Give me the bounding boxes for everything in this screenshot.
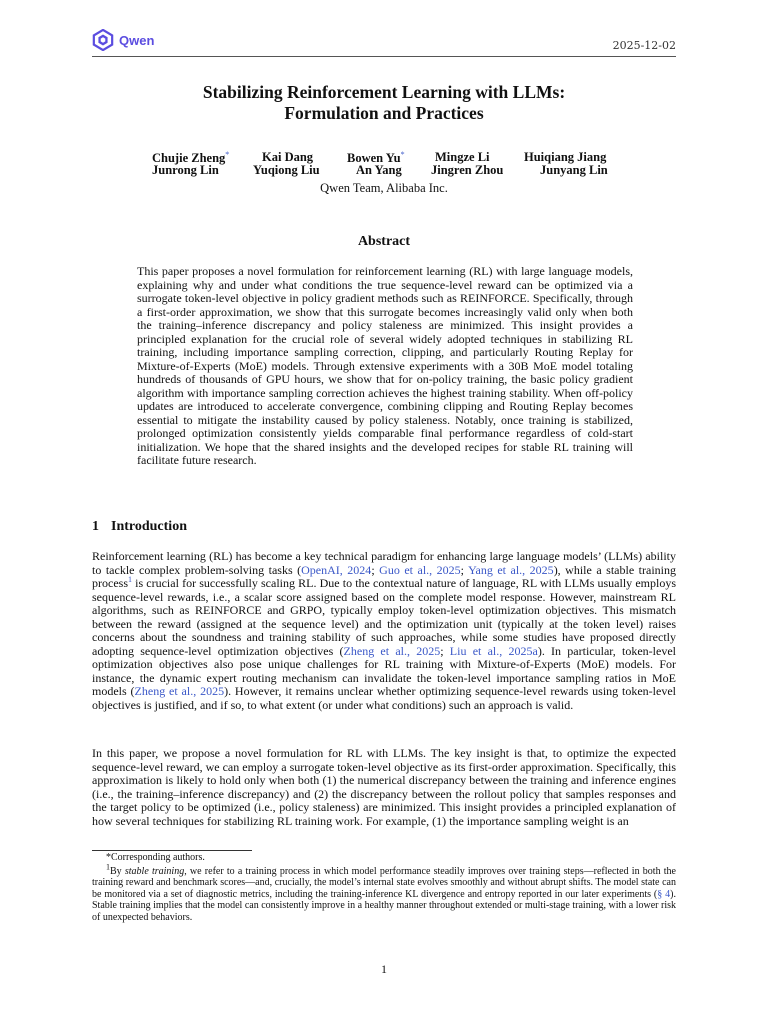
author: Junyang Lin xyxy=(540,163,608,177)
footnote-corresponding: *Corresponding authors. xyxy=(106,852,205,863)
author: An Yang xyxy=(356,163,402,177)
section-link[interactable]: § 4 xyxy=(657,888,671,900)
author: Huiqiang Jiang xyxy=(524,150,607,164)
footnote-rule xyxy=(92,850,252,851)
abstract-heading: Abstract xyxy=(357,234,411,249)
footnotes xyxy=(92,852,676,923)
paper-date: 2025-12-02 xyxy=(612,39,676,52)
author: Jingren Zhou xyxy=(431,163,504,177)
footnote-link[interactable]: 1 xyxy=(128,575,132,584)
qwen-logo xyxy=(92,28,154,52)
intro-paragraph-2: In this paper, we propose a novel formulation for RL with LLMs. The key insight is that, to optimize the expected sequence-level reward, we can employ a surrogate token-level objective as its first-order approximation. Specifically, this approximation is likely to hold only when both (1) the numerical discrepancy between the training and inference engines (i.e., the training–inference discrepancy) and (2) the discrepancy between the rollout policy that samples responses and the target policy to be optimized (i.e., policy staleness) are minimized. This insight provides a principled explanation of how several techniques for stabilizing RL training work. For example, (1) the importance sampling weight is an xyxy=(92,746,677,828)
author: Yuqiong Liu xyxy=(253,163,320,177)
abstract-text: This paper proposes a novel formulation for reinforcement learning (RL) with large language models, explaining why and under what conditions the true sequence-level reward can be optimized via a surrogate token-level objective in policy gradient methods such as REINFORCE. Specifically, through a first-order approximation, we show that this surrogate becomes increasingly valid only when both the training–inference discrepancy and policy staleness are minimized. This insight provides a principled explanation for the crucial role of several widely adopted techniques in stabilizing RL training, including importance sampling correction, clipping, and particularly Routing Replay for Mixture-of-Experts (MoE) models. Through extensive experiments with a 30B MoE model totaling hundreds of thousands of GPU hours, we show that for on-policy training, the basic policy gradient algorithm with importance sampling correction achieves the highest training stability. When off-policy updates are introduced to accelerate convergence, combining clipping and Routing Replay becomes essential to mitigate the instability caused by policy staleness. Notably, once training is stabilized, prolonged optimization consistently yields comparable final performance regardless of cold-start initialization. We hope that the shared insights and the developed recipes for stable RL training will facilitate future research. xyxy=(137,264,633,467)
paper-title xyxy=(92,82,676,124)
author: Bowen Yu* xyxy=(347,150,405,166)
section-number: 1 xyxy=(92,519,99,534)
affiliation: Qwen Team, Alibaba Inc. xyxy=(320,181,448,195)
title-line-1: Stabilizing Reinforcement Learning with LLMs: xyxy=(202,82,566,102)
citation-link[interactable]: Zheng et al., 2025 xyxy=(343,643,441,658)
section-title: Introduction xyxy=(111,519,187,534)
author: Junrong Lin xyxy=(152,163,219,177)
citation-link[interactable]: Guo et al., 2025 xyxy=(379,562,461,577)
page-number: 1 xyxy=(381,962,387,976)
section-heading xyxy=(92,519,187,535)
header-rule xyxy=(92,56,676,57)
citation-link[interactable]: Liu et al., 2025a xyxy=(449,643,538,658)
citation-link[interactable]: Zheng et al., 2025 xyxy=(134,684,225,698)
intro-paragraph-1: Reinforcement learning (RL) has become a key technical paradigm for enhancing large language models’ (LLMs) ability to tackle complex problem-solving tasks (OpenAI, 2024; Guo et al., 2025; Yang et al., 2025), while a stable training process$^1$ is crucial for successfully scaling RL. Due to the contextual nature of language, RL with LLMs usually employs sequence-level rewards, i.e., a scalar score assigned based on the complete model response. However, mainstream RL algorithms, such as REINFORCE and GRPO, typically employ token-level optimization objectives. This mismatch between the reward (assigned at the sequence level) and the optimization unit (typically at the token level) raises concerns about the soundness and training stability of such approaches, while some studies have proposed directly adopting sequence-level optimization objectives (Zheng et al., 2025; Liu et al., 2025a). In particular, token-level optimization objectives also pose unique challenges for RL training with Mixture-of-Experts (MoE) models. For instance, the dynamic expert routing mechanism can invalidate the token-level importance sampling ratios in MoE models (Zheng et al., 2025). However, it remains unclear whether optimizing sequence-level rewards using token-level objectives is justified, and if so, to what extent (or under what conditions) such an approach is valid. xyxy=(92,549,676,712)
footnote-1: $^1$By stable training, we refer to a training process in which model performance steadily improves over training steps—reflected in both the training reward and benchmark scores—and, crucially, the model’s internal state evolves smoothly and without abrupt shifts. The model state can be monitored via a set of diagnostic metrics, including the training-inference KL divergence and entropy reported in our later experiments (§ 4). Stable training implies that the model can consistently improve in a healthy manner throughout extended or multi-stage training, with a lower risk of unexpected behaviors. xyxy=(92,862,677,923)
logo-text: Qwen xyxy=(119,32,155,48)
author: Chujie Zheng* xyxy=(152,150,230,166)
title-line-2: Formulation and Practices xyxy=(284,103,484,123)
qwen-logo-icon xyxy=(92,29,114,51)
citation-link[interactable]: OpenAI, 2024 xyxy=(301,562,372,577)
citation-link[interactable]: Yang et al., 2025 xyxy=(468,562,554,577)
author: Mingze Li xyxy=(435,150,490,164)
author: Kai Dang xyxy=(262,150,314,164)
